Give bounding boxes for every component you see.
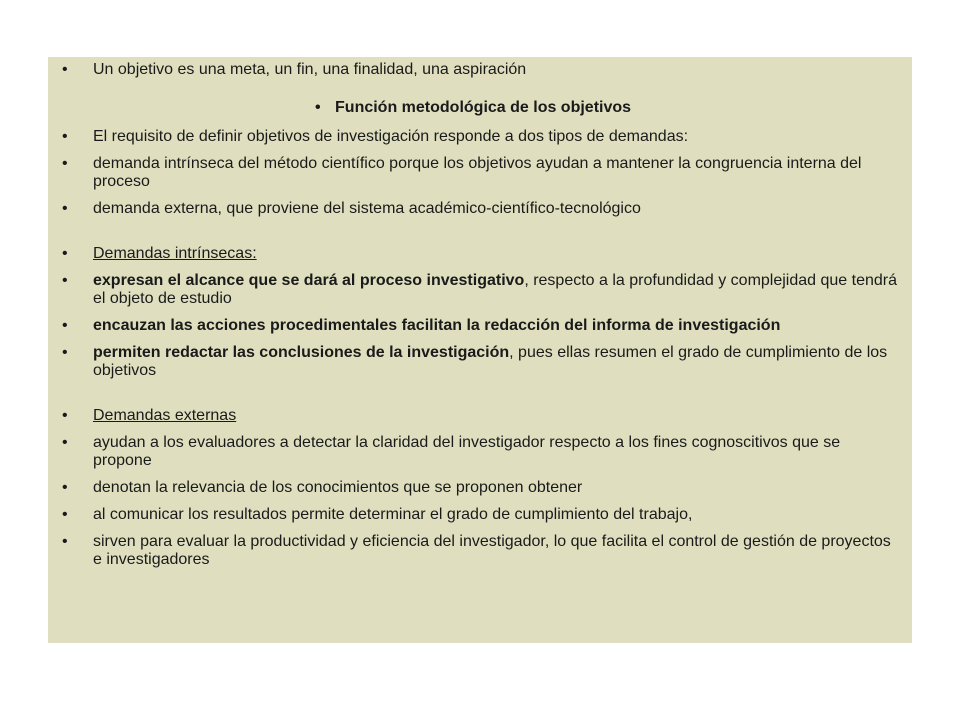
item-text: , pues ellas resumen el grado de cumplimiento de los objetivos — [93, 344, 888, 379]
item-bold-text: permiten redactar las conclusiones de la investigación — [93, 344, 510, 361]
item-text: demanda externa, que proviene del sistema académico-científico-tecnológico — [93, 200, 641, 217]
item-text: demanda intrínseca del método científico porque los objetivos ayudan a mantener la congruencia interna del proceso — [93, 155, 862, 190]
bullet-icon: • — [62, 200, 68, 217]
bullet-icon: • — [314, 99, 321, 116]
list-item-external-heading — [48, 407, 912, 425]
item-bold-text: expresan el alcance que se dará al proceso investigativo — [93, 272, 525, 289]
list-item-actions — [48, 317, 912, 335]
item-text: , respecto a la profundidad y complejidad que tendrá el objeto de estudio — [93, 272, 897, 307]
bullet-icon: • — [62, 61, 68, 78]
slide-content-panel — [48, 57, 912, 643]
bullet-icon: • — [62, 317, 68, 334]
list-item-definition — [48, 61, 912, 79]
bullet-icon: • — [62, 155, 68, 172]
item-text: denotan la relevancia de los conocimientos que se proponen obtener — [93, 479, 583, 496]
section-heading: Función metodológica de los objetivos — [335, 99, 632, 116]
subsection-heading: Demandas externas — [93, 407, 237, 424]
bullet-icon: • — [62, 128, 68, 145]
item-text: sirven para evaluar la productividad y eficiencia del investigador, lo que facilita el control de gestión de proyectos e investigadores — [93, 533, 891, 568]
bullet-icon: • — [62, 344, 68, 361]
list-item-external-demand — [48, 200, 912, 218]
list-item-productivity — [48, 533, 912, 569]
list-item-intrinsic-demand — [48, 155, 912, 191]
bullet-icon: • — [62, 272, 68, 289]
subsection-heading: Demandas intrínsecas: — [93, 245, 257, 262]
item-text: El requisito de definir objetivos de investigación responde a dos tipos de demandas: — [93, 128, 689, 145]
item-text: Un objetivo es una meta, un fin, una finalidad, una aspiración — [93, 61, 527, 78]
list-item-requirement — [48, 128, 912, 146]
bullet-icon: • — [62, 407, 68, 424]
list-item-scope — [48, 272, 912, 308]
bullet-icon: • — [62, 434, 68, 451]
list-item-evaluators — [48, 434, 912, 470]
list-item-relevance — [48, 479, 912, 497]
bullet-icon: • — [62, 506, 68, 523]
list-item-conclusions — [48, 344, 912, 380]
list-item-intrinsic-heading — [48, 245, 912, 263]
bullet-icon: • — [62, 245, 68, 262]
list-item-heading — [48, 99, 912, 117]
bullet-list — [48, 61, 912, 569]
item-text: ayudan a los evaluadores a detectar la claridad del investigador respecto a los fines cognoscitivos que se propone — [93, 434, 841, 469]
list-item-results — [48, 506, 912, 524]
bullet-icon: • — [62, 479, 68, 496]
bullet-icon: • — [62, 533, 68, 550]
item-text: al comunicar los resultados permite determinar el grado de cumplimiento del trabajo, — [93, 506, 693, 523]
item-bold-text: encauzan las acciones procedimentales facilitan la redacción del informa de investigación — [93, 317, 781, 334]
